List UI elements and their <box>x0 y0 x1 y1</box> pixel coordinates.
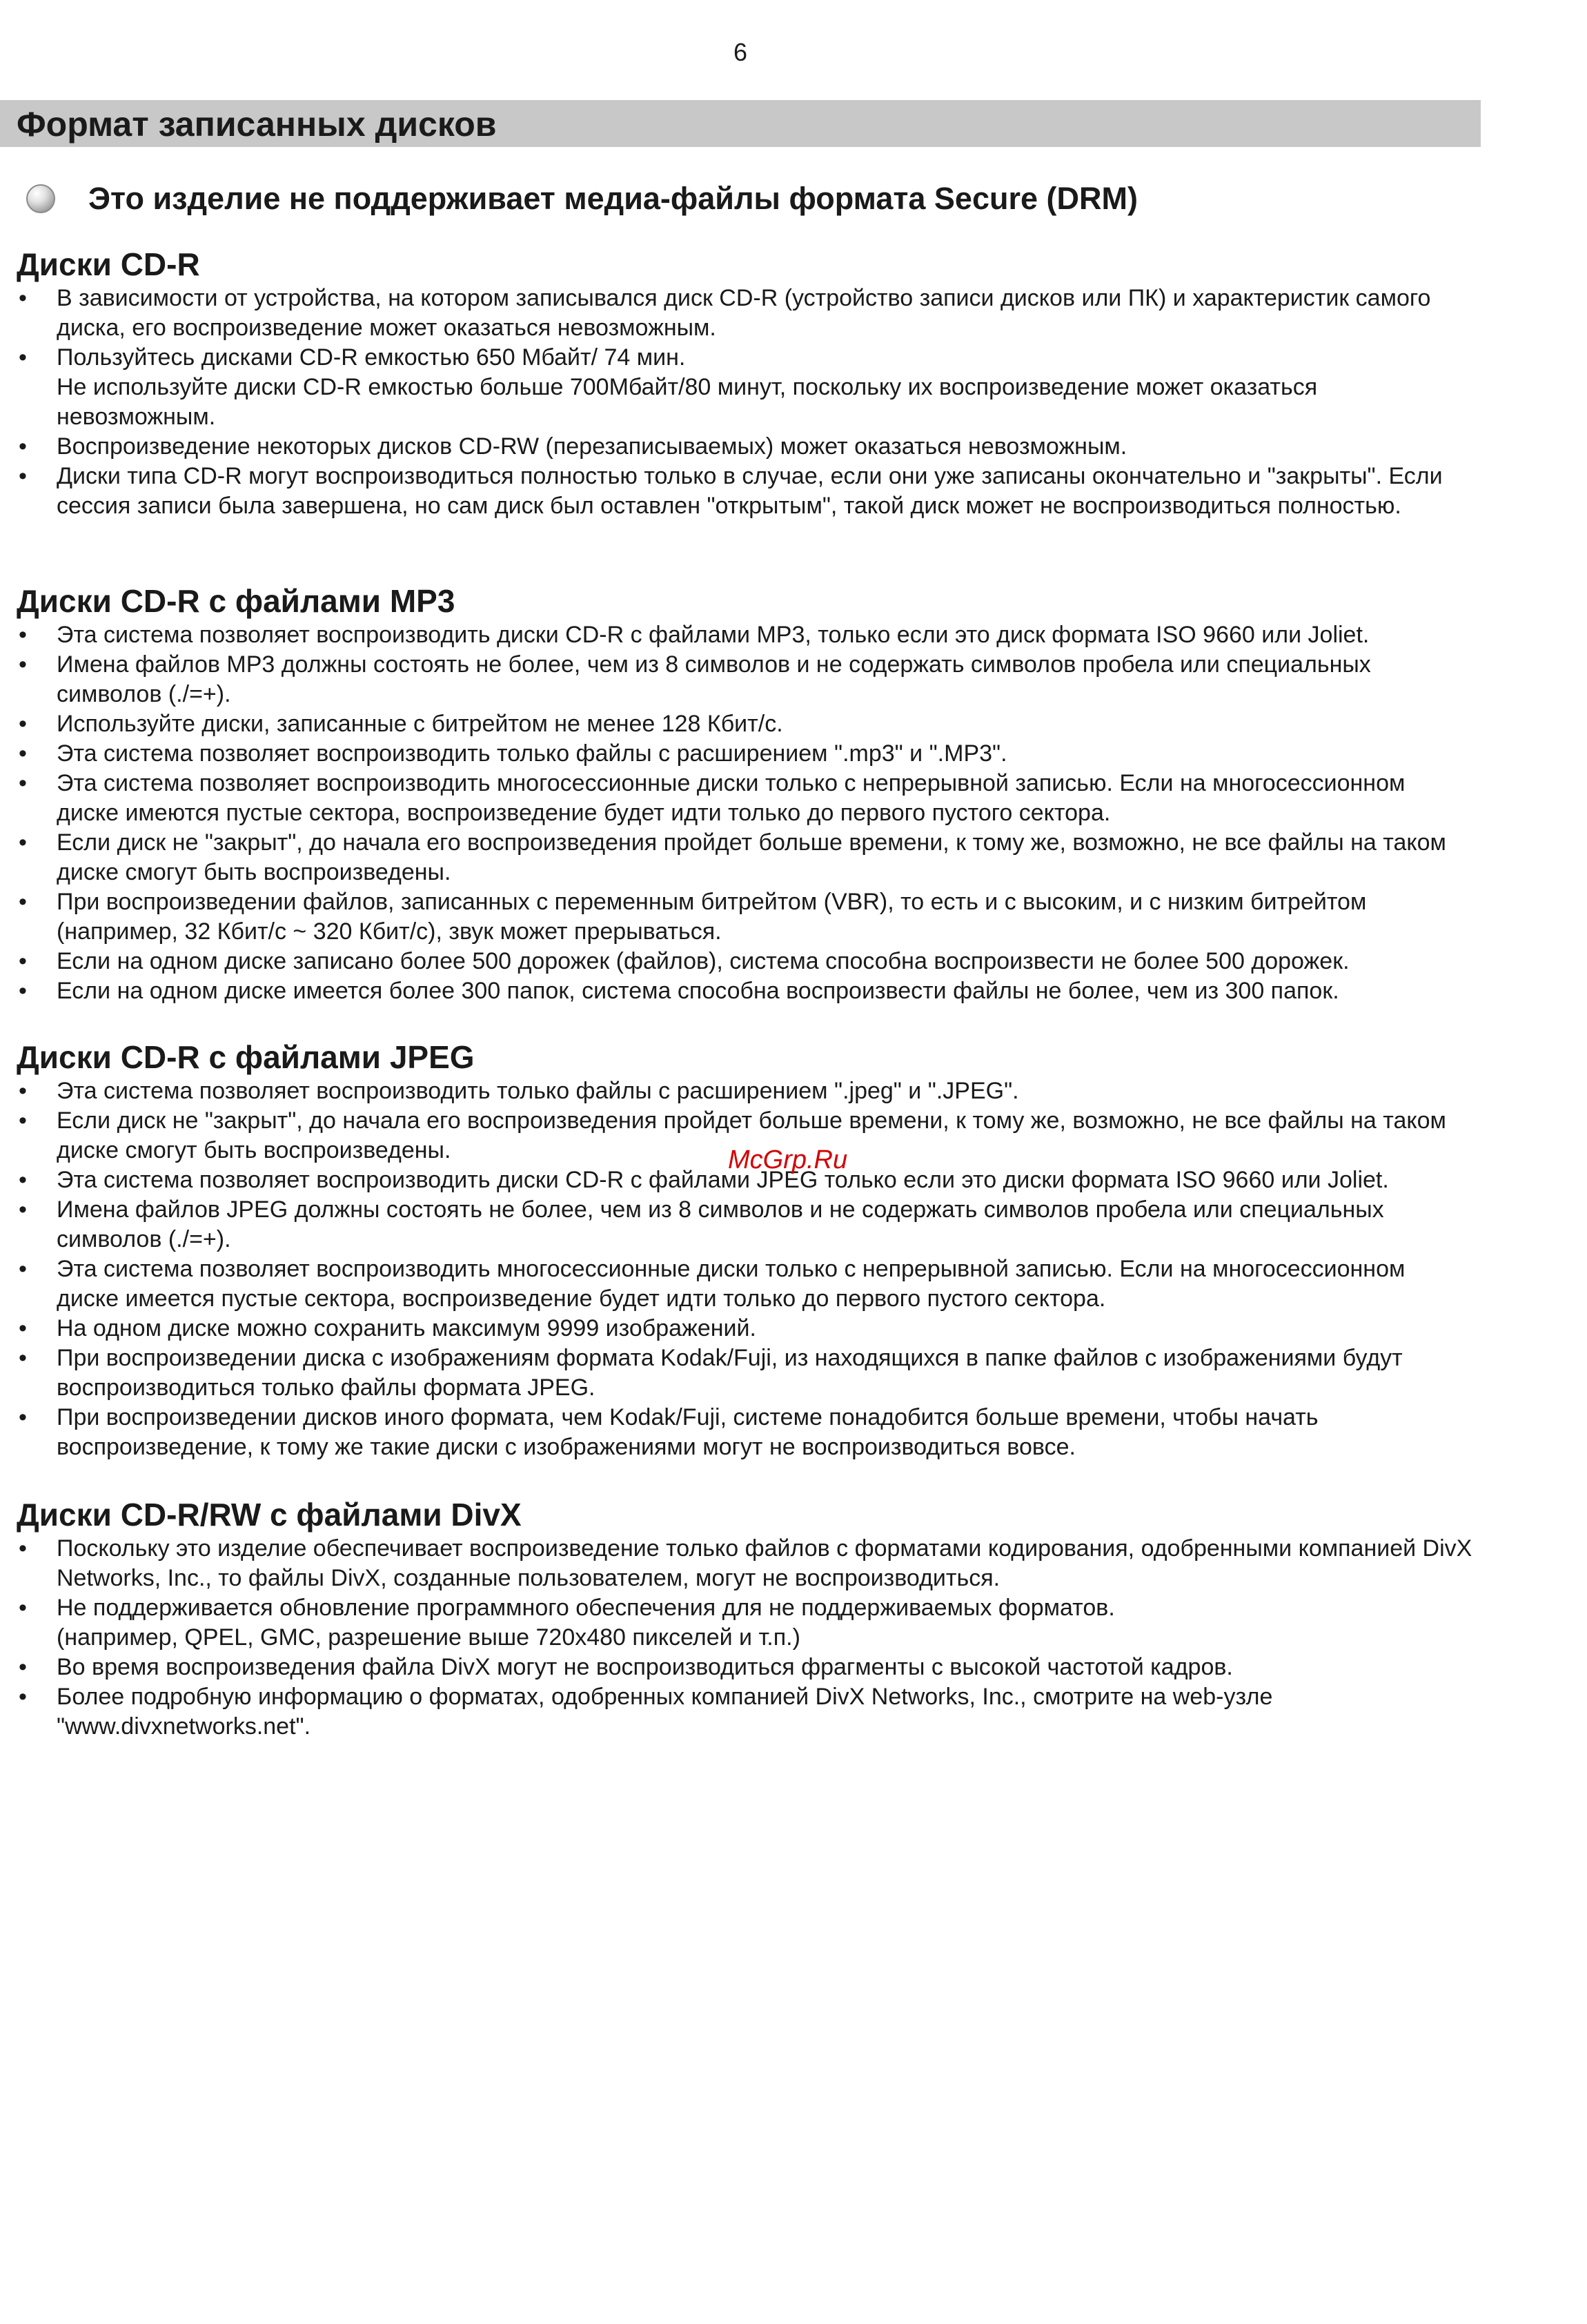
list-item: • Эта система позволяет воспроизводить многосессионные диски только с непрерывной записью. Если на многосессионном диске имеются пустые сектора, воспроизведение будет идти только до первого пустого сектора. <box>17 769 1472 828</box>
list-item: • Эта система позволяет воспроизводить только файлы с расширением ".jpeg" и ".JPEG". <box>17 1076 1472 1106</box>
notice-text: Это изделие не поддерживает медиа-файлы формата Secure (DRM) <box>88 181 1138 216</box>
bullet-list <box>17 620 1472 1006</box>
list-item: • Поскольку это изделие обеспечивает воспроизведение только файлов с форматами кодирования, одобренными компанией DivX Networks, Inc., то файлы DivX, созданные пользователем, могут не воспроизводиться. <box>17 1534 1472 1593</box>
bullet-list <box>17 284 1472 521</box>
list-item: • Диски типа CD-R могут воспроизводиться полностью только в случае, если они уже записаны окончательно и "закрыты". Если сессия записи была завершена, но сам диск был оставлен "открытым", такой диск может не воспроизводиться полностью. <box>17 462 1472 521</box>
list-item: • При воспроизведении диска с изображениям формата Kodak/Fuji, из находящихся в папке файлов с изображениями будут воспроизводиться только файлы формата JPEG. <box>17 1343 1472 1403</box>
bullet-list <box>17 1534 1472 1742</box>
section <box>17 1038 1472 1462</box>
list-item: • Воспроизведение некоторых дисков CD-RW (перезаписываемых) может оказаться невозможным. <box>17 432 1472 462</box>
section <box>17 582 1472 1006</box>
list-item: • Во время воспроизведения файла DivX могут не воспроизводиться фрагменты с высокой частотой кадров. <box>17 1653 1472 1682</box>
list-item: • Не поддерживается обновление программного обеспечения для не поддерживаемых форматов. (например, QPEL, GMC, разрешение выше 720x480 пикселей и т.п.) <box>17 1593 1472 1653</box>
list-item: • Эта система позволяет воспроизводить только файлы с расширением ".mp3" и ".MP3". <box>17 739 1472 769</box>
section <box>17 245 1472 521</box>
section-heading: Диски CD-R с файлами MP3 <box>17 583 455 619</box>
list-item: • Более подробную информацию о форматах, одобренных компанией DivX Networks, Inc., смотрите на web-узле "www.divxnetworks.net". <box>17 1682 1472 1742</box>
list-item: • Эта система позволяет воспроизводить диски CD-R с файлами MP3, только если это диск формата ISO 9660 или Joliet. <box>17 620 1472 650</box>
page-title: Формат записанных дисков <box>17 105 497 144</box>
list-item: • Если на одном диске имеется более 300 папок, система способна воспроизвести файлы не более, чем из 300 папок. <box>17 976 1472 1006</box>
list-item: • Используйте диски, записанные с битрейтом не менее 128 Кбит/с. <box>17 709 1472 739</box>
section-heading: Диски CD-R с файлами JPEG <box>17 1039 475 1075</box>
list-item: • Эта система позволяет воспроизводить диски CD-R с файлами JPEG только если это диски формата ISO 9660 или Joliet. <box>17 1165 1472 1195</box>
bullet-list <box>17 1076 1472 1462</box>
section-heading: Диски CD-R/RW с файлами DivX <box>17 1497 522 1533</box>
section-heading: Диски CD-R <box>17 246 200 282</box>
sections <box>17 245 1472 1742</box>
list-item: • В зависимости от устройства, на котором записывался диск CD-R (устройство записи дисков или ПК) и характеристик самого диска, его воспроизведение может оказаться невозможным. <box>17 284 1472 343</box>
content <box>17 245 1472 1742</box>
section-spacer <box>17 1006 1472 1038</box>
page-number: 6 <box>733 38 748 66</box>
list-item: • При воспроизведении файлов, записанных с переменным битрейтом (VBR), то есть и с высоким, и с низким битрейтом (например, 32 Кбит/с ~ 320 Кбит/с), звук может прерываться. <box>17 887 1472 947</box>
section-spacer <box>17 521 1472 582</box>
list-item: • При воспроизведении дисков иного формата, чем Kodak/Fuji, системе понадобится больше времени, чтобы начать воспроизведение, к тому же такие диски с изображениями могут не воспроизводиться вовсе. <box>17 1403 1472 1462</box>
list-item: • Если диск не "закрыт", до начала его воспроизведения пройдет больше времени, к тому же, возможно, не все файлы на таком диске смогут быть воспроизведены. <box>17 1106 1472 1165</box>
watermark: McGrp.Ru <box>728 1145 848 1174</box>
list-item: • Имена файлов MP3 должны состоять не более, чем из 8 символов и не содержать символов пробела или специальных символов (./=+). <box>17 650 1472 709</box>
list-item: • Если диск не "закрыт", до начала его воспроизведения пройдет больше времени, к тому же, возможно, не все файлы на таком диске смогут быть воспроизведены. <box>17 828 1472 887</box>
list-item: • Эта система позволяет воспроизводить многосессионные диски только с непрерывной записью. Если на многосессионном диске имеется пустые сектора, воспроизведение будет идти только до первого пустого сектора. <box>17 1254 1472 1314</box>
title-band <box>0 100 1481 147</box>
section <box>17 1495 1472 1742</box>
disc-bullet-icon <box>26 184 55 213</box>
list-item: • Пользуйтесь дисками CD-R емкостью 650 Мбайт/ 74 мин. Не используйте диски CD-R емкостью больше 700Мбайт/80 минут, поскольку их воспроизведение может оказаться невозможным. <box>17 343 1472 432</box>
list-item: • Имена файлов JPEG должны состоять не более, чем из 8 символов и не содержать символов пробела или специальных символов (./=+). <box>17 1195 1472 1254</box>
section-spacer <box>17 1462 1472 1495</box>
list-item: • Если на одном диске записано более 500 дорожек (файлов), система способна воспроизвести не более 500 дорожек. <box>17 947 1472 976</box>
list-item: • На одном диске можно сохранить максимум 9999 изображений. <box>17 1314 1472 1343</box>
notice <box>26 178 1138 219</box>
